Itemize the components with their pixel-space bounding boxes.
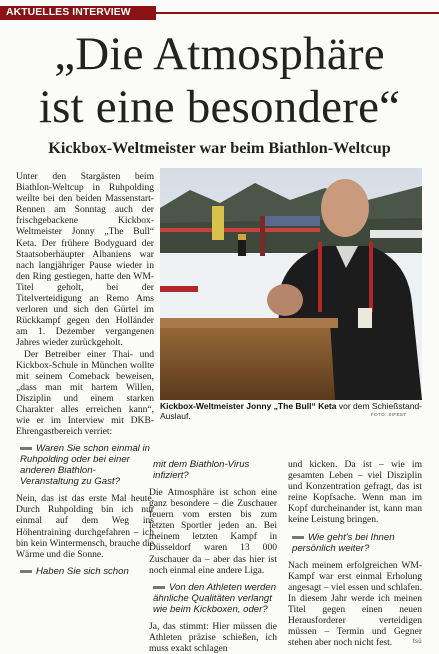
answer-continued: und kicken. Da ist – wie im gesamten Leben – viel Disziplin und Konzentration gefragt, das ist reine Kopfsache. Wenn man im Kopf durcheinander ist, kann man keine Leistung bringen. xyxy=(288,459,422,526)
question-text: Haben Sie sich schon xyxy=(36,565,129,577)
question-text: mit dem Biathlon-Virus infiziert? xyxy=(153,459,250,481)
article-column-3 xyxy=(288,459,422,648)
question-continued xyxy=(149,459,277,481)
intro-paragraph: Unter den Stargästen beim Biathlon-Weltcup in Ruhpolding weilte bei den beiden Massenstart-Rennen am Sonntag auch der frischgebackene Kickbox-Weltmeister Jonny „The Bull“ Keta. Der frühere Bodyguard der Staatsoberhäupter Albaniens war nach langjähriger Pause wieder in den Ring gestiegen, hatte den WM-Titel geholt, bei der Titelverteidigung an Remo Ams verloren und sich den Gürtel im Rückkampf gegen den Holländer am 1. Dezember vergangenen Jahres wieder zurückgeholt. xyxy=(16,171,154,349)
paragraph: Der Betreiber einer Thai- und Kickbox-Schule in München wollte mit seinem Comeback beweisen, „dass man mit hartem Willen, Disziplin und einem starken Charakter alles erreichen kann“, wie er im Interview mit DKB-Ehrengastbereich verriet: xyxy=(16,348,154,438)
article-column-1 xyxy=(16,171,154,583)
question-marker-icon xyxy=(153,586,165,589)
photo-image xyxy=(160,168,422,400)
caption-bold: Kickbox-Weltmeister Jonny „The Bull“ Keta xyxy=(160,401,337,411)
question xyxy=(16,443,154,487)
answer-text: Nach meinem erfolgreichen WM-Kampf war erst einmal Erholung angesagt – viel essen und schlafen. In diesem Jahr werde ich meinen Titel gegen einen neuen Herausforderer verteidigen müssen – Termin und Gegner stehen aber noch nicht fest. xyxy=(288,559,422,649)
question xyxy=(149,582,277,615)
headline-line-1: „Die Atmosphäre xyxy=(54,28,385,80)
question-text: Waren Sie schon einmal in Ruhpolding oder bei einer anderen Biathlon-Veranstaltung zu Gast? xyxy=(20,443,150,488)
author-initials: fsü xyxy=(412,639,422,646)
question-marker-icon xyxy=(292,536,304,539)
question-text: Von den Athleten werden ähnliche Qualitäten verlangt wie beim Kickboxen, oder? xyxy=(153,581,277,615)
answer: Ja, das stimmt: Hier müssen die Athleten präzise schießen, ich muss exakt schlagen xyxy=(149,620,277,654)
article-column-2 xyxy=(149,459,277,654)
question-marker-icon xyxy=(20,447,32,450)
photo-credit: FOTO: SIFEST xyxy=(371,412,407,417)
question xyxy=(288,532,422,554)
answer xyxy=(288,560,422,649)
question xyxy=(16,566,154,577)
headline-line-2: ist eine besondere“ xyxy=(38,81,401,133)
answer: Nein, das ist das erste Mal heute. Durch Ruhpolding bin ich nur einmal auf dem Weg ins Höhentraining durchgefahren – ich bin kein Wintermensch, brauche die Wärme und die Sonne. xyxy=(16,493,154,560)
photo-caption xyxy=(160,401,422,421)
question-text: Wie geht's bei Ihnen persönlich weiter? xyxy=(292,531,395,554)
question-marker-icon xyxy=(20,570,32,573)
section-rubric: AKTUELLES INTERVIEW xyxy=(0,6,156,20)
article-photo xyxy=(160,168,422,400)
caption-text: vor dem Schießstand-Auslauf. xyxy=(160,401,423,421)
answer: Die Atmosphäre ist schon eine ganz besondere – die Zuschauer feuern vom ersten bis zum letzten Sportler jeden an. Bei meinem letzten Kampf in Düsseldorf waren 13 000 Zuschauer da – aber das hier ist noch einmal eine andere Liga. xyxy=(149,487,277,576)
subheadline: Kickbox-Weltmeister war beim Biathlon-Weltcup xyxy=(48,139,391,157)
rubric-rule xyxy=(156,12,439,14)
